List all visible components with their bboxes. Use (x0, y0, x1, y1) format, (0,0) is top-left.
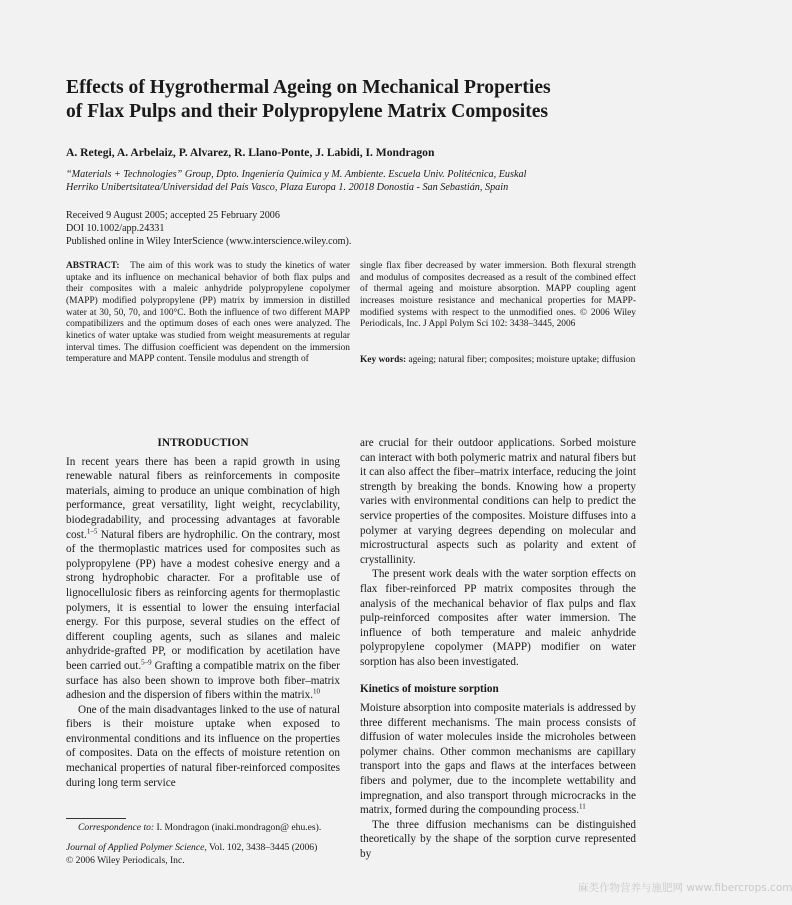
body-column-right (360, 436, 636, 862)
abstract-left (66, 261, 350, 366)
keywords (360, 355, 636, 367)
title-line-1: Effects of Hygrothermal Ageing on Mechanical Properties (66, 77, 551, 98)
journal-volume: Vol. 102, 3438–3445 (2006) (206, 842, 318, 853)
affiliation-line-2: Herriko Unibertsitatea/Universidad del País Vasco, Plaza Europa 1. 20018 Donostia - San Sebastián, Spain (66, 182, 509, 193)
section-heading-introduction: INTRODUCTION (157, 437, 249, 449)
publication-dates (66, 209, 646, 248)
affiliation-line-1: “Materials + Technologies” Group, Dpto. Ingeniería Química y M. Ambiente. Escuela Univ. Politécnica, Euskal (66, 169, 527, 180)
citation-ref: 11 (579, 802, 586, 811)
author-list: A. Retegi, A. Arbelaiz, P. Alvarez, R. Llano-Ponte, J. Labidi, I. Mondragon (66, 146, 435, 159)
body-column-left (66, 436, 340, 790)
kinetics-p1-text: Moisture absorption into composite materials is addressed by three different mechanisms. The main process consists of diffusion of water molecules inside the microholes between polymer chains. Other common mechanisms are capillary transport into the gaps and flaws at the interfaces between fibers and polymer, due to the incomplete wettability and impregnation, and also transport through microcracks in the matrix, formed during the compounding process. (360, 702, 636, 817)
intro-p1-part-a: In recent years there has been a rapid growth in using renewable natural fibers as reinforcements in composite materials, aiming to produce an unique combination of high performance, great versatility, light weight, recyclability, biodegradability, and processing advantages at favorable cost. (66, 455, 340, 541)
abstract-text-right: single flax fiber decreased by water immersion. Both flexural strength and modulus of composites decreased as a result of the combined effect of thermal ageing and moisture absorption. MAPP coupling agent increases moisture resistance and mechanical properties for MAPP-modified systems with respect to the unmodified ones. © 2006 Wiley Periodicals, Inc. J Appl Polym Sci 102: 3438–3445, 2006 (360, 261, 636, 330)
subsection-heading-kinetics: Kinetics of moisture sorption (360, 682, 499, 695)
footnote-rule (66, 818, 126, 819)
journal-citation (66, 842, 317, 855)
kinetics-paragraph-1 (360, 701, 636, 818)
intro-paragraph-1 (66, 455, 340, 703)
journal-info (66, 842, 317, 867)
kinetics-paragraph-2: The three diffusion mechanisms can be distinguished theoretically by the shape of the sorption curve represented by (360, 818, 636, 861)
affiliation (66, 168, 646, 194)
intro-paragraph-2: One of the main disadvantages linked to the use of natural fibers is their moisture uptake when exposed to environmental conditions and its influence on the properties of composites. Data on the effects of moisture retention on mechanical properties of natural fiber-reinforced composites during long term service (66, 703, 340, 789)
title-line-2: of Flax Pulps and their Polypropylene Matrix Composites (66, 101, 549, 122)
intro-paragraph-3: The present work deals with the water sorption effects on flax fiber-reinforced PP matrix composites through the analysis of the mechanical behavior of flax pulps and flax pulp-reinforced composites after water immersion. The influence of both temperature and maleic anhydride polypropylene copolymer (MAPP) modifier on water sorption has also been investigated. (360, 568, 636, 668)
received-date: Received 9 August 2005; accepted 25 February 2006 (66, 210, 280, 221)
abstract-text-left: The aim of this work was to study the kinetics of water uptake and its influence on mechanical behavior of both flax pulps and their composites with a maleic anhydride polypropylene copolymer (MAPP) modified polypropylene (PP) matrix by immersion in distilled water at 30, 50, 70, and 100°C. Both the influence of two different MAPP compatibilizers and the optimum doses of each ones were analyzed. The kinetics of water uptake was studied from weight measurements at regular interval times. The diffusion coefficient was dependent on the immersion temperature and MAPP content. Tensile modulus and strength of (66, 261, 351, 365)
citation-ref: 1–5 (86, 526, 98, 535)
doi: DOI 10.1002/app.24331 (66, 223, 165, 234)
intro-paragraph-2-continued: are crucial for their outdoor applications. Sorbed moisture can interact with both polymeric matrix and natural fibers but it can also affect the fiber–matrix interface, reducing the joint strength by breaking the bonds. Knowing how a property varies with environmental conditions can help to predict the service properties of the composites. Moisture diffuses into a polymer at varying degrees depending on molecular and microstructural aspects such as polarity and extent of crystallinity. (360, 437, 636, 566)
copyright: © 2006 Wiley Periodicals, Inc. (66, 854, 185, 866)
intro-p1-part-b: Natural fibers are hydrophilic. On the contrary, most of the thermoplastic matrices used for composites such as polypropylene (PP) have a modest cohesive energy and a strong hydrophobic character. For a profitable use of lignocellulosic fibers as reinforcing agents for thermoplastic polymers, it is essential to lower the ensuing interfacial energy. For this purpose, several studies on the effect of different coupling agents, such as silanes and maleic anhydride-grafted PP, or modification by acetilation have been carried out. (66, 528, 340, 672)
keywords-label: Key words: (360, 354, 407, 365)
keywords-text: ageing; natural fiber; composites; moisture uptake; diffusion (408, 354, 636, 365)
correspondence-note (78, 822, 321, 833)
abstract-label: ABSTRACT: (66, 261, 120, 271)
paper-title (66, 76, 646, 124)
watermark: 麻类作物营养与施肥网 www.fibercrops.com (578, 882, 792, 894)
citation-ref: 10 (313, 687, 321, 696)
correspondence-text: I. Mondragon (inaki.mondragon@ ehu.es). (154, 822, 322, 833)
correspondence-label: Correspondence to: (78, 822, 155, 833)
intro-p1-part-c: Grafting a compatible matrix on the fiber surface has also been shown to improve both fiber–matrix adhesion and the dispersion of fibers within the matrix. (66, 659, 341, 702)
journal-name: Journal of Applied Polymer Science, (66, 842, 207, 853)
abstract-right (360, 261, 636, 367)
citation-ref: 5–9 (141, 658, 152, 667)
published-online: Published online in Wiley InterScience (www.interscience.wiley.com). (66, 236, 352, 247)
